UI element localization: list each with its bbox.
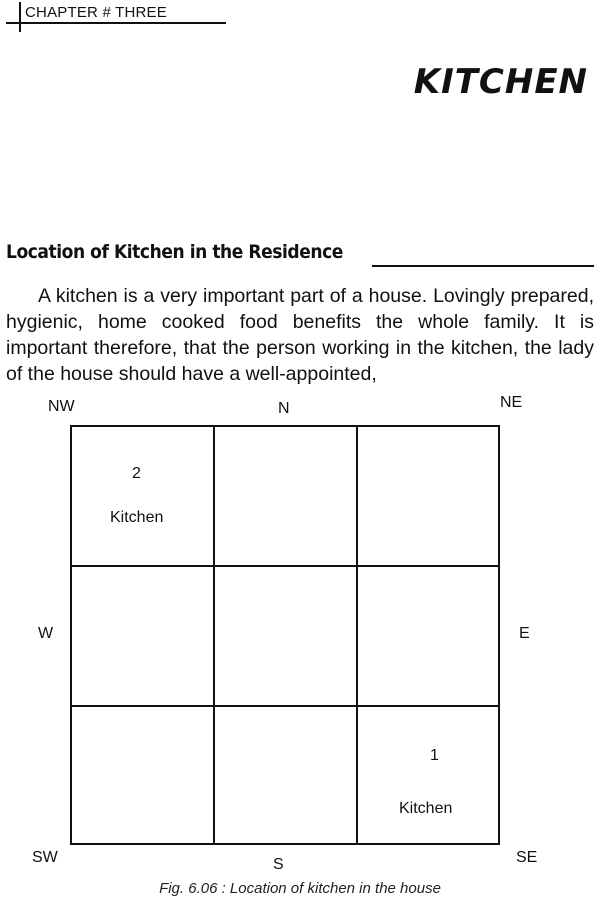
section-heading: Location of Kitchen in the Residence bbox=[6, 241, 343, 263]
direction-sw: SW bbox=[32, 849, 58, 866]
section-heading-rule bbox=[372, 265, 594, 267]
direction-ne: NE bbox=[500, 394, 523, 411]
grid-line bbox=[356, 427, 358, 843]
body-paragraph: A kitchen is a very important part of a house. Lovingly prepared, hygienic, home cooked food benefits the whole family. It is important therefore, that the person working in the kitchen, the lady of the house should have a well-appointed, bbox=[6, 285, 594, 385]
nw-cell-number: 2 bbox=[132, 465, 141, 482]
se-cell-label: Kitchen bbox=[399, 800, 453, 817]
se-cell-number: 1 bbox=[430, 747, 439, 764]
direction-n: N bbox=[278, 400, 290, 417]
grid-line bbox=[72, 705, 498, 707]
direction-nw: NW bbox=[48, 398, 75, 415]
figure-caption: Fig. 6.06 : Location of kitchen in the house bbox=[159, 880, 441, 897]
chapter-title: KITCHEN bbox=[413, 62, 588, 102]
direction-w: W bbox=[38, 625, 54, 642]
nw-cell-label: Kitchen bbox=[110, 509, 164, 526]
chapter-tag: CHAPTER # THREE bbox=[25, 4, 167, 21]
direction-s: S bbox=[273, 856, 284, 873]
grid-line bbox=[72, 565, 498, 567]
direction-e: E bbox=[519, 625, 530, 642]
house-grid-diagram bbox=[70, 425, 500, 845]
chapter-marker-horizontal-line bbox=[6, 22, 226, 24]
direction-se: SE bbox=[516, 849, 538, 866]
chapter-marker-vertical-line bbox=[19, 2, 21, 32]
grid-line bbox=[213, 427, 215, 843]
